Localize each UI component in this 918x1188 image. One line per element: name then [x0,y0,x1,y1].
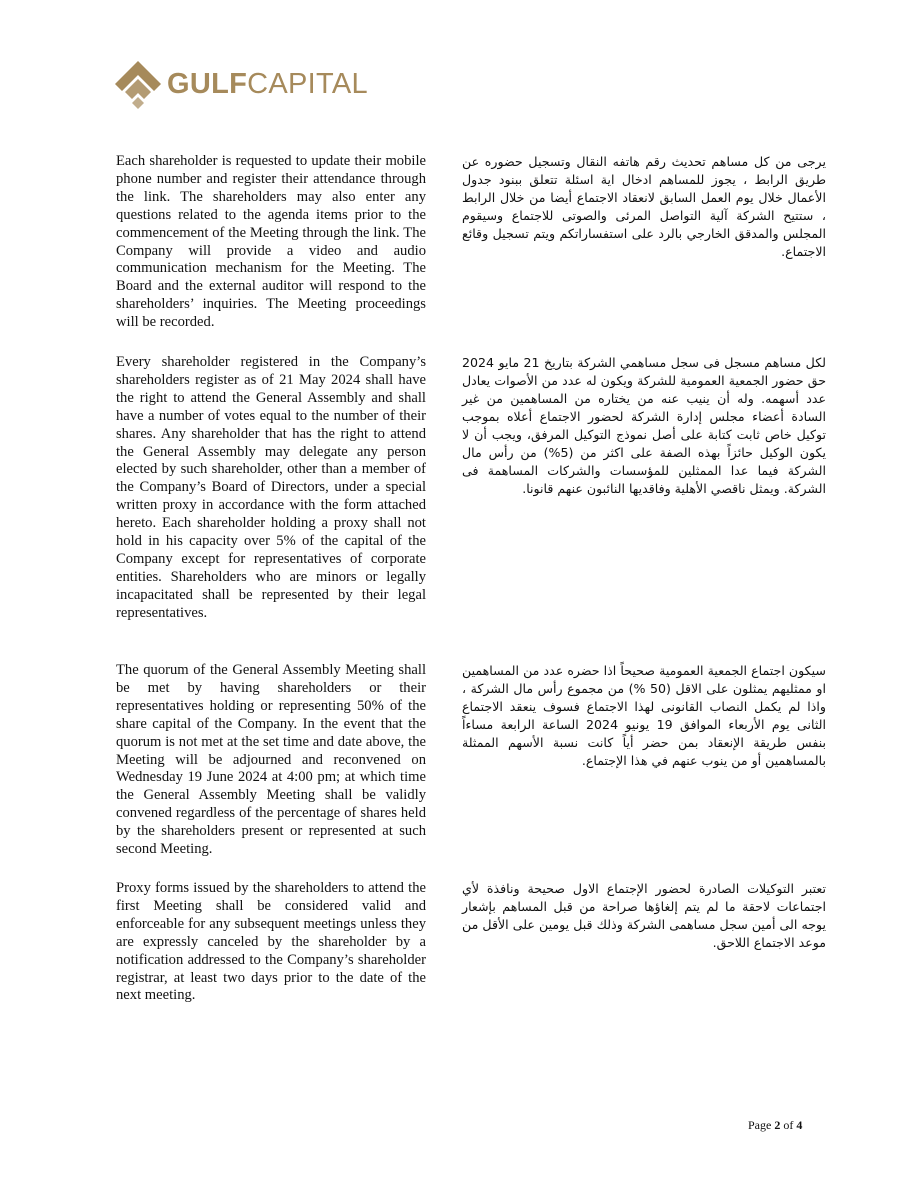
page-label: Page [748,1118,772,1132]
arabic-paragraph: سيكون اجتماع الجمعية العمومية صحيحاً اذا حضره عدد من المساهمين او ممثليهم يمثلون على الاقل (50 %) من مجموع رأس مال الشركة ، واذا لم يكمل النصاب القانونى لهذا الاجتماع فسوف ينعقد الاجتماع الثانى يوم الأربعاء الموافق 19 يونيو 2024 الساعة الرابعة مساءاً بنفس طريقة الإنعقاد بمن حضر أياً كانت نسبة الأسهم الممثلة بالمساهمين أو من ينوب عنهم في هذا الإجتماع. [462,663,826,768]
logo-wordmark [167,67,368,100]
logo-word-capital: CAPITAL [247,67,368,100]
gulf-capital-mark-icon [113,59,163,109]
english-paragraph: Every shareholder registered in the Company’s shareholders register as of 21 May 2024 shall have the right to attend the General Assembly and shall have a number of votes equal to the number of their shares. Any shareholder that has the right to attend the General Assembly may delegate any person elected by such shareholder, other than a member of the Company’s Board of Directors, under a special written proxy in accordance with the form attached hereto. Each shareholder holding a proxy shall not hold in his capacity over 5% of the capital of the Company except for representatives of corporate entities. Shareholders who are minors or legally incapacitated shall be represented by their legal representatives. [116,354,426,621]
logo-word-gulf: GULF [167,67,248,100]
company-logo [113,59,368,109]
arabic-paragraph: تعتبر التوكيلات الصادرة لحضور الإجتماع الاول صحيحة ونافذة لأي اجتماعات لاحقة ما لم يتم إلغاؤها صراحة من قبل المساهم بإشعار يوجه الى أمين سجل مساهمى الشركة وذلك قبل يومين على الأقل من موعد الاجتماع اللاحق. [462,881,826,950]
page-current: 2 [774,1118,781,1132]
arabic-paragraph: لكل مساهم مسجل فى سجل مساهمي الشركة بتاريخ 21 مايو 2024 حق حضور الجمعية العمومية للشركة ويكون له عدد من الأصوات يعادل عدد أسهمه. وله أن ينيب عنه من يختاره من المساهمين من غير السادة أعضاء مجلس إدارة الشركة لحضور الاجتماع أعلاه بموجب توكيل خاص ثابت كتابة على أصل نموذج التوكيل المرفق، ويجب أن لا يكون الوكيل حائزاً بهذه الصفة على اكثر من (5%) من رأس مال الشركة فيما عدا الممثلين للمؤسسات والشركات المساهمة فى الشركة. ويمثل ناقصي الأهلية وفاقديها النائبون عنهم قانونا. [462,355,826,496]
page-of: of [783,1118,794,1132]
page-total: 4 [796,1118,803,1132]
page-number [748,1118,802,1133]
english-paragraph: Each shareholder is requested to update their mobile phone number and register their attendance through the link. The shareholders may also enter any questions related to the agenda items prior to the commencement of the Meeting through the link. The Company will provide a video and audio communication mechanism for the Meeting. The Board and the external auditor will respond to the shareholders’ inquiries. The Meeting proceedings will be recorded. [116,153,426,331]
arabic-paragraph: يرجى من كل مساهم تحديث رقم هاتفه النقال وتسجيل حضوره عن طريق الرابط ، يجوز للمساهم ادخال اية اسئلة تتعلق ببنود جدول الأعمال خلال يوم العمل السابق لانعقاد الاجتماع أيضا من خلال الرابط ، ستتيح الشركة آلية التواصل المرئى والصوتى للاجتماع وسيقوم المجلس والمدقق الخارجي بالرد على استفساراتكم ويتم تسجيل وقائع الاجتماع. [462,154,826,259]
english-paragraph: Proxy forms issued by the shareholders to attend the first Meeting shall be considered valid and enforceable for any subsequent meetings unless they are expressly canceled by the shareholder by a notification addressed to the Company’s shareholder registrar, at least two days prior to the date of the next meeting. [116,880,426,1004]
english-paragraph: The quorum of the General Assembly Meeting shall be met by having shareholders or their representatives holding or representing 50% of the share capital of the Company. In the event that the quorum is not met at the set time and date above, the Meeting will be adjourned and reconvened on Wednesday 19 June 2024 at 4:00 pm; at which time the General Assembly Meeting shall be validly convened regardless of the percentage of shares held by the shareholders present or represented at such second Meeting. [116,662,426,858]
